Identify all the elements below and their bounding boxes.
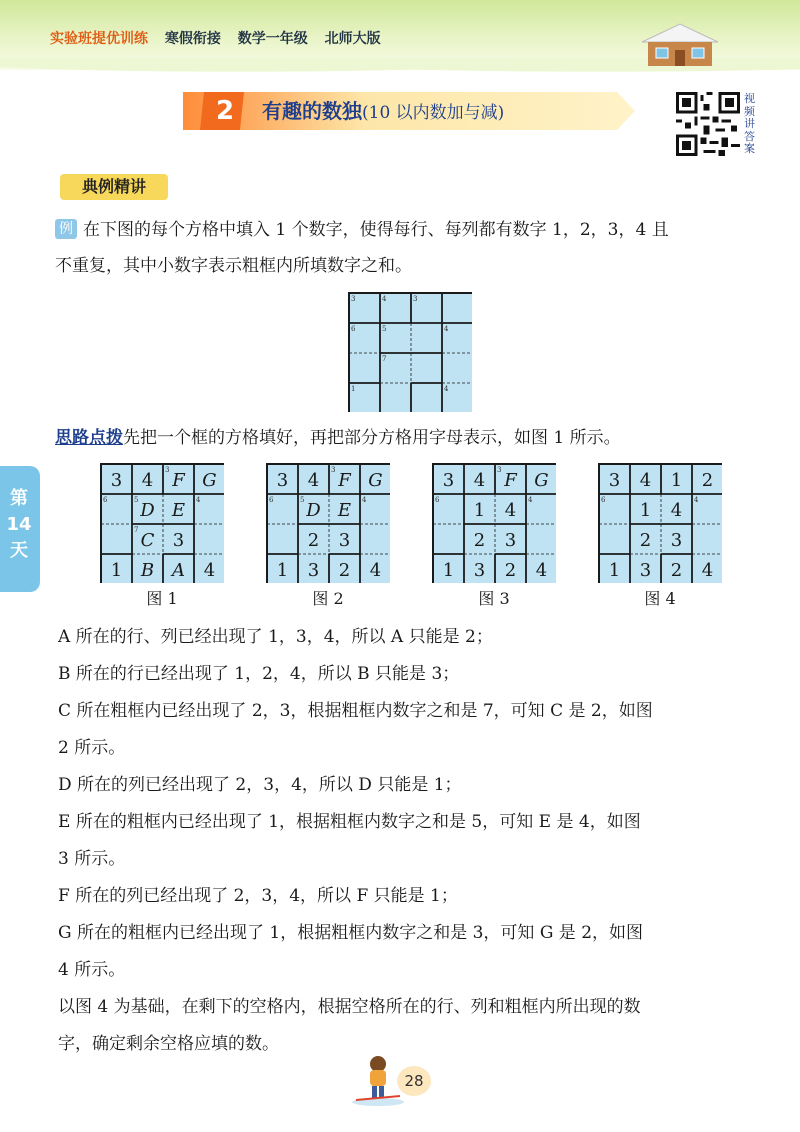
cage-sum: 3 [331, 466, 336, 474]
cage-sum: 5 [300, 496, 305, 504]
grid-letter: C [140, 530, 155, 551]
grid-number: 2 [338, 560, 351, 581]
figure-2-grid [266, 463, 390, 583]
cage-sum: 3 [497, 466, 502, 474]
example-line-2: 不重复，其中小数字表示粗框内所填数字之和。 [55, 256, 412, 276]
grid-number: 3 [442, 470, 455, 491]
grid-number: 3 [276, 470, 289, 491]
grid-number: 1 [608, 560, 621, 581]
grid-number: 1 [639, 500, 652, 521]
cage-sum: 4 [694, 496, 699, 504]
grid-number: 1 [276, 560, 289, 581]
house-illustration [640, 22, 720, 66]
grid-number: 1 [473, 500, 486, 521]
cage-sum: 4 [196, 496, 201, 504]
grid-number: 4 [701, 560, 714, 581]
grid-number: 4 [535, 560, 548, 581]
lesson-title-main: 有趣的数独 [262, 99, 362, 123]
figure-4-grid [598, 463, 722, 583]
solution-line: 2 所示。 [58, 738, 126, 758]
figure-2-caption: 图 2 [312, 589, 344, 608]
grid-letter: G [202, 470, 217, 491]
grid-number: 1 [442, 560, 455, 581]
sudoku-puzzle [348, 292, 472, 412]
grid-letter: D [306, 500, 321, 521]
solution-line: E 所在的粗框内已经出现了 1，根据粗框内数字之和是 5，可知 E 是 4，如图 [58, 812, 641, 832]
cage-sum: 6 [435, 496, 440, 504]
cage-sum: 6 [351, 325, 356, 333]
cage-sum: 4 [528, 496, 533, 504]
grid-number: 4 [473, 470, 486, 491]
grid-number: 3 [473, 560, 486, 581]
figure-3-caption: 图 3 [478, 589, 510, 608]
day-tab-line-1: 第 [10, 488, 28, 509]
grid-number: 4 [307, 470, 320, 491]
grid-letter: B [140, 560, 155, 581]
solution-line: A 所在的行、列已经出现了 1，3，4，所以 A 只能是 2； [58, 627, 493, 647]
cage-sum: 5 [382, 325, 387, 333]
course-name: 数学一年级 [237, 31, 308, 47]
grid-number: 3 [307, 560, 320, 581]
series-name: 实验班提优训练 [50, 31, 148, 47]
hint-tag: 思路点拨 [55, 428, 123, 448]
cage-sum: 1 [351, 385, 356, 393]
solution-line: D 所在的列已经出现了 2，3，4，所以 D 只能是 1； [58, 775, 462, 795]
grid-letter: D [140, 500, 155, 521]
hint-line [55, 422, 775, 454]
grid-number: 3 [338, 530, 351, 551]
solution-line: 字，确定剩余空格应填的数。 [58, 1034, 279, 1054]
solution-line: F 所在的列已经出现了 2，3，4，所以 F 只能是 1； [58, 886, 458, 906]
grid-letter: F [172, 470, 185, 491]
solution-line: 3 所示。 [58, 849, 126, 869]
lesson-title [262, 92, 504, 130]
grid-number: 2 [670, 560, 683, 581]
grid-number: 3 [639, 560, 652, 581]
figure-1-grid [100, 463, 224, 583]
grid-letter: E [337, 500, 352, 521]
lesson-subtitle: (10 以内数加与减) [362, 103, 505, 123]
cage-sum: 7 [382, 355, 387, 363]
grid-letter: E [171, 500, 186, 521]
qr-code-icon[interactable] [676, 92, 740, 156]
cage-sum: 3 [413, 295, 418, 303]
grid-letter: F [504, 470, 517, 491]
qr-label: 视频讲答案 [744, 92, 755, 155]
grid-number: 4 [670, 500, 683, 521]
edition-name: 北师大版 [324, 31, 381, 47]
grid-number: 4 [369, 560, 382, 581]
solution-line: 以图 4 为基础，在剩下的空格内，根据空格所在的行、列和粗框内所出现的数 [58, 997, 641, 1017]
example-line-1 [55, 214, 775, 246]
hint-text: 先把一个框的方格填好，再把部分方格用字母表示，如图 1 所示。 [123, 428, 621, 448]
grid-number: 4 [639, 470, 652, 491]
grid-number: 4 [203, 560, 216, 581]
cage-sum: 6 [601, 496, 606, 504]
solution-line: G 所在的粗框内已经出现了 1，根据粗框内数字之和是 3，可知 G 是 2，如图 [58, 923, 644, 943]
cage-sum: 6 [269, 496, 274, 504]
grid-number: 3 [608, 470, 621, 491]
figure-1-caption: 图 1 [146, 589, 178, 608]
grid-number: 4 [141, 470, 154, 491]
header-line [50, 28, 393, 48]
day-tab-line-3: 天 [10, 540, 28, 561]
day-tab-line-2: 14 [6, 514, 32, 535]
grid-number: 1 [670, 470, 683, 491]
grid-number: 3 [504, 530, 517, 551]
solution-line: 4 所示。 [58, 960, 126, 980]
cage-sum: 4 [444, 385, 449, 393]
solution-line: B 所在的行已经出现了 1，2，4，所以 B 只能是 3； [58, 664, 460, 684]
solution-line: C 所在粗框内已经出现了 2，3，根据粗框内数字之和是 7，可知 C 是 2，如图 [58, 701, 653, 721]
example-badge: 例 [55, 219, 77, 239]
cage-sum: 4 [362, 496, 367, 504]
page-number: 28 [397, 1066, 431, 1096]
grid-number: 3 [110, 470, 123, 491]
cage-sum: 3 [165, 466, 170, 474]
section-tag: 典例精讲 [60, 174, 168, 200]
figure-4-caption: 图 4 [644, 589, 676, 608]
grid-number: 3 [670, 530, 683, 551]
grid-number: 2 [473, 530, 486, 551]
grid-number: 2 [639, 530, 652, 551]
grid-letter: F [338, 470, 351, 491]
cage-sum: 5 [134, 496, 139, 504]
cage-sum: 3 [351, 295, 356, 303]
grid-letter: G [368, 470, 383, 491]
cage-sum: 4 [382, 295, 387, 303]
grid-number: 2 [504, 560, 517, 581]
grid-number: 1 [110, 560, 123, 581]
grid-number: 4 [504, 500, 517, 521]
grid-letter: G [534, 470, 549, 491]
segment-name: 寒假衔接 [164, 31, 221, 47]
lesson-number: 2 [215, 96, 235, 126]
cage-sum: 6 [103, 496, 108, 504]
figure-3-grid [432, 463, 556, 583]
grid-number: 2 [307, 530, 320, 551]
example-text-1: 在下图的每个方格中填入 1 个数字，使得每行、每列都有数字 1，2，3，4 且 [83, 220, 669, 240]
grid-number: 3 [172, 530, 185, 551]
day-tab-text [4, 486, 34, 564]
grid-number: 2 [701, 470, 714, 491]
cage-sum: 7 [134, 526, 139, 534]
grid-letter: A [172, 560, 185, 581]
cage-sum: 4 [444, 325, 449, 333]
